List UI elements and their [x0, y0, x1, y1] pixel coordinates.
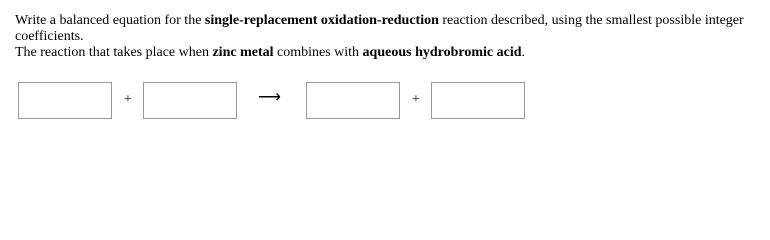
instruction-line: [15, 13, 760, 45]
reaction-text: The reaction that takes place when: [15, 45, 213, 60]
reaction-type-bold: single-replacement oxidation-reduction: [204, 13, 439, 28]
reaction-description-line: [15, 45, 760, 61]
instruction-text-end: reaction described, using the smallest possible integer coefficients.: [15, 13, 744, 44]
reaction-text-mid: combines with: [273, 45, 363, 60]
reaction-arrow-icon: ⟶: [258, 89, 281, 106]
plus-sign-products: +: [412, 92, 420, 107]
reaction-text-end: .: [521, 45, 526, 60]
reactant-1-input[interactable]: [18, 82, 112, 119]
reactant-2-input[interactable]: [143, 82, 237, 119]
plus-sign-reactants: +: [124, 92, 132, 107]
reactant-acid-bold: aqueous hydrobromic acid: [362, 45, 522, 60]
reactant-zinc-bold: zinc metal: [212, 45, 274, 60]
question-text: [15, 13, 760, 61]
instruction-text: Write a balanced equation for the: [15, 13, 205, 28]
product-1-input[interactable]: [306, 82, 400, 119]
product-2-input[interactable]: [431, 82, 525, 119]
